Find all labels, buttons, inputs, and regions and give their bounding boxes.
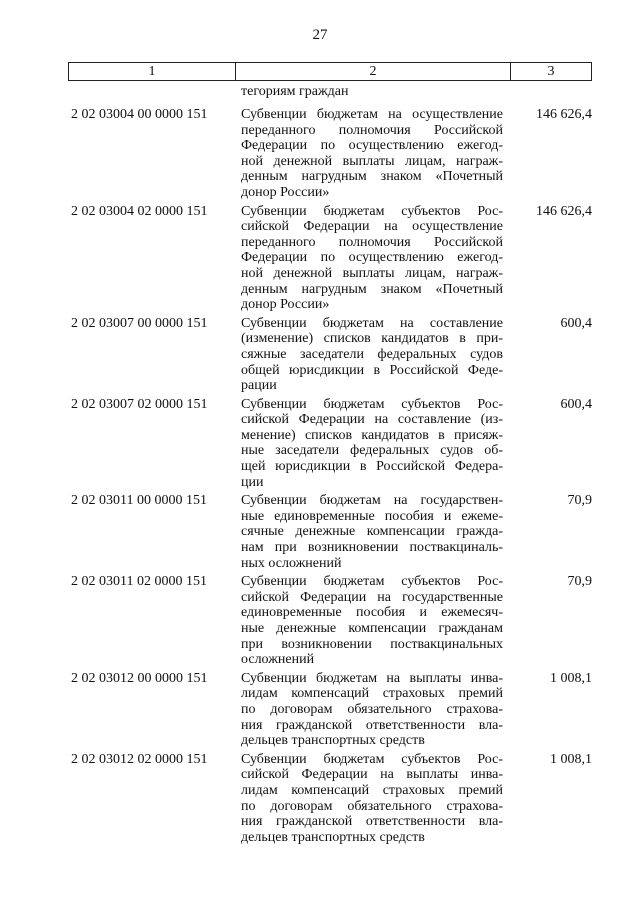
description-line: по договорам обязательного страхова-: [241, 701, 503, 717]
description-line: Субвенции бюджетам на выплаты инва-: [241, 670, 503, 686]
header-col-1: 1: [69, 63, 236, 80]
description-line: по договорам обязательного страхова-: [241, 798, 503, 814]
description-line: Субвенции бюджетам на осуществление: [241, 107, 503, 122]
budget-code: 2 02 03012 00 0000 151: [71, 670, 208, 686]
description-line: донор России»: [241, 297, 330, 313]
budget-code: 2 02 03007 00 0000 151: [71, 315, 208, 331]
budget-amount: 1 008,1: [550, 751, 592, 767]
table-row: [68, 107, 592, 201]
description-line: ния гражданской ответственности вла-: [241, 814, 503, 830]
description-line: сячные денежные компенсации гражда-: [241, 524, 503, 540]
description-line: сяжные заседатели федеральных судов: [241, 346, 503, 362]
budget-code: 2 02 03011 02 0000 151: [71, 574, 207, 590]
description-line: сийской Федерации на осуществление: [241, 219, 503, 235]
table-row: [68, 397, 592, 491]
description-line: денным нагрудным знаком «Почетный: [241, 281, 503, 297]
description-line: менение) списков кандидатов в присяж-: [241, 427, 503, 443]
budget-amount: 146 626,4: [536, 107, 592, 122]
description-line: Субвенции бюджетам субъектов Рос-: [241, 751, 503, 767]
budget-amount: 70,9: [567, 574, 592, 590]
description-line: при возникновении поствакцинальных: [241, 636, 503, 652]
description-line: ные заседатели федеральных судов об-: [241, 443, 503, 459]
description-line: переданного полномочия Российской: [241, 234, 503, 250]
budget-description: [241, 107, 503, 201]
budget-code: 2 02 03007 02 0000 151: [71, 396, 208, 412]
description-line: лидам компенсаций страховых премий: [241, 686, 503, 702]
header-col-2: 2: [236, 63, 511, 80]
table-row: [68, 204, 592, 313]
budget-description: [241, 397, 503, 491]
description-line: ной денежной выплаты лицам, награж-: [241, 265, 503, 281]
description-line: сийской Федерации на составление (из-: [241, 412, 503, 428]
description-line: рации: [241, 378, 277, 394]
budget-description: [241, 493, 503, 571]
budget-description: [241, 752, 503, 846]
page-number: 27: [312, 27, 328, 43]
description-line: дельцев транспортных средств: [241, 829, 425, 845]
budget-description: [241, 671, 503, 749]
description-line: осложнений: [241, 652, 315, 668]
budget-amount: 1 008,1: [550, 670, 592, 686]
budget-code: 2 02 03004 00 0000 151: [71, 107, 208, 122]
budget-description: [241, 204, 503, 313]
table-row: [68, 752, 592, 846]
description-line: Субвенции бюджетам субъектов Рос-: [241, 203, 503, 219]
description-line: ные денежные компенсации гражданам: [241, 621, 503, 636]
description-line: ния гражданской ответственности вла-: [241, 717, 503, 733]
table-row: [68, 671, 592, 749]
description-line: Федерации по осуществлению ежегод-: [241, 138, 503, 154]
description-line: Субвенции бюджетам субъектов Рос-: [241, 396, 503, 412]
budget-table-body: [68, 107, 592, 848]
budget-code: 2 02 03004 02 0000 151: [71, 203, 208, 219]
description-line: сийской Федерации на выплаты инва-: [241, 767, 503, 783]
description-line: дельцев транспортных средств: [241, 733, 425, 749]
table-row: [68, 316, 592, 394]
description-line: Субвенции бюджетам на составление: [241, 315, 503, 331]
description-line: донор России»: [241, 184, 330, 200]
budget-amount: 600,4: [560, 396, 592, 412]
description-line: (изменение) списков кандидатов в при-: [241, 331, 503, 347]
budget-code: 2 02 03011 00 0000 151: [71, 493, 207, 509]
description-line: ные единовременные пособия и ежеме-: [241, 508, 503, 524]
table-row: [68, 574, 592, 668]
budget-description: [241, 574, 503, 668]
budget-amount: 600,4: [560, 315, 592, 331]
description-line: переданного полномочия Российской: [241, 122, 503, 138]
continuation-text: тегориям граждан: [241, 84, 349, 99]
description-line: Федерации по осуществлению ежегод-: [241, 250, 503, 266]
description-line: Субвенции бюджетам субъектов Рос-: [241, 574, 503, 590]
description-line: Субвенции бюджетам на государствен-: [241, 493, 503, 509]
description-line: общей юрисдикции в Российской Феде-: [241, 362, 503, 378]
budget-description: [241, 316, 503, 394]
description-line: нам при возникновении поствакциналь-: [241, 540, 503, 556]
description-line: единовременные пособия и ежемесяч-: [241, 605, 503, 621]
budget-code: 2 02 03012 02 0000 151: [71, 751, 208, 767]
budget-amount: 146 626,4: [536, 203, 592, 219]
budget-amount: 70,9: [567, 493, 592, 509]
table-row: [68, 493, 592, 571]
header-col-3: 3: [547, 64, 555, 79]
description-line: щей юрисдикции в Российской Федера-: [241, 459, 503, 475]
description-line: сийской Федерации на государственные: [241, 589, 503, 605]
description-line: ной денежной выплаты лицам, награж-: [241, 153, 503, 169]
table-header: [68, 62, 592, 81]
description-line: ных осложнений: [241, 555, 342, 571]
description-line: лидам компенсаций страховых премий: [241, 782, 503, 798]
description-line: ции: [241, 474, 264, 490]
description-line: денным нагрудным знаком «Почетный: [241, 169, 503, 185]
